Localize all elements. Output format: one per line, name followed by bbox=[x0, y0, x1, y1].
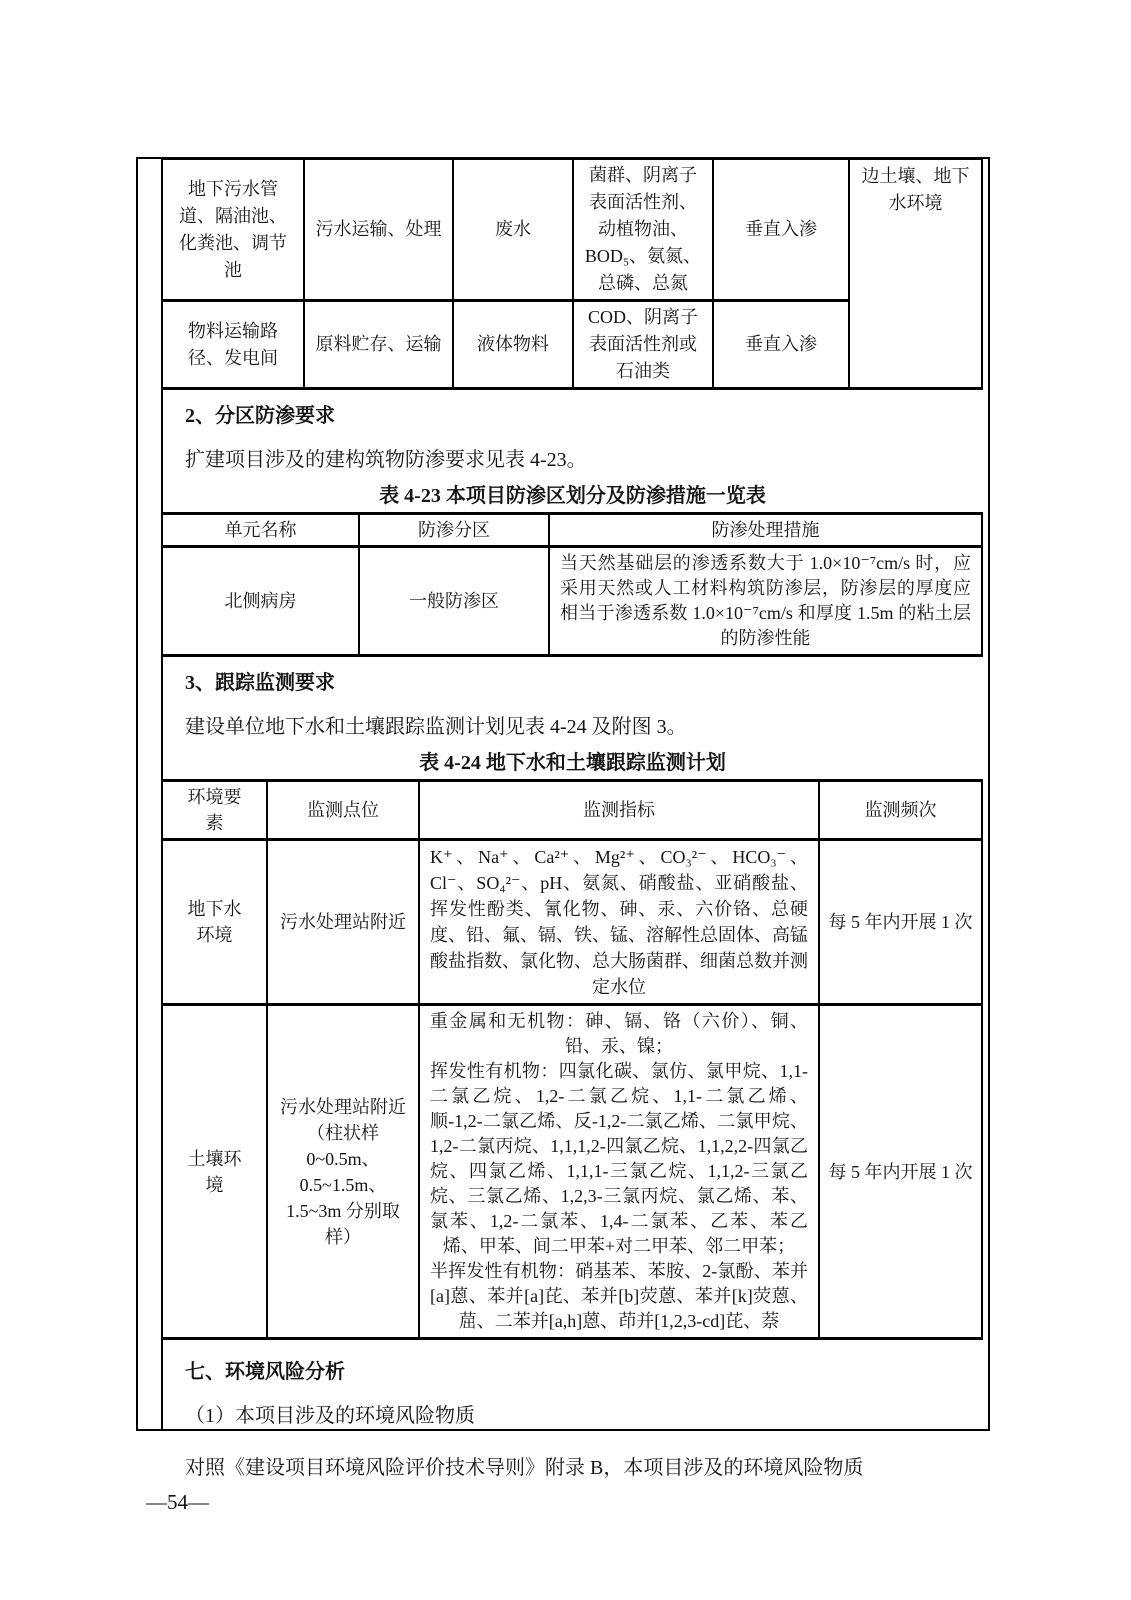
cell-seepage-measures: 当天然基础层的渗透系数大于 1.0×10⁻⁷cm/s 时，应采用天然或人工材料构筑防渗层，防渗层的厚度应相当于渗透系数 1.0×10⁻⁷cm/s 和厚度 1.5m 的粘土层的防渗性能 bbox=[549, 547, 982, 656]
section-heading-seepage-zoning: 2、分区防渗要求 bbox=[185, 405, 335, 427]
column-header-monitoring-indicators: 监测指标 bbox=[419, 781, 819, 840]
table-row-soil bbox=[163, 1005, 982, 1339]
table-row bbox=[163, 547, 982, 656]
table-4-23-seepage-zones bbox=[163, 512, 983, 657]
cell-process: 原料贮存、运输 bbox=[304, 301, 453, 389]
cell-unit: 物料运输路径、发电间 bbox=[163, 301, 304, 389]
section7-paragraph-1: （1）本项目涉及的环境风险物质 bbox=[185, 1405, 475, 1427]
indicators-heavy-metals: 重金属和无机物：砷、镉、铬（六价）、铜、铅、汞、镍； bbox=[430, 1011, 808, 1056]
page-content bbox=[163, 157, 982, 1482]
cell-pathway: 垂直入渗 bbox=[713, 159, 849, 301]
section3-paragraph: 建设单位地下水和土壤跟踪监测计划见表 4-24 及附图 3。 bbox=[185, 716, 687, 738]
column-header-seepage-measures: 防渗处理措施 bbox=[549, 514, 982, 547]
section-heading-environmental-risk: 七、环境风险分析 bbox=[185, 1361, 345, 1383]
cell-pollutants: 菌群、阴离子表面活性剂、动植物油、BOD₅、氨氮、总磷、总氮 bbox=[573, 159, 713, 301]
cell-receptor-merged: 边土壤、地下水环境 bbox=[849, 159, 982, 389]
cell-seepage-zone: 一般防渗区 bbox=[359, 547, 549, 656]
table-4-24-monitoring-plan bbox=[163, 779, 983, 1340]
table-4-24-title: 表 4-24 地下水和土壤跟踪监测计划 bbox=[419, 752, 726, 774]
cell-monitoring-point: 污水处理站附近（柱状样 0~0.5m、0.5~1.5m、1.5~3m 分别取样） bbox=[267, 1005, 419, 1339]
column-header-unit-name: 单元名称 bbox=[163, 514, 359, 547]
column-header-environment-element-label: 环境要素 bbox=[187, 787, 242, 833]
cell-unit-name: 北侧病房 bbox=[163, 547, 359, 656]
cell-monitoring-indicators: K⁺、Na⁺、Ca²⁺、Mg²⁺、CO₃²⁻、HCO₃⁻、Cl⁻、SO₄²⁻、pH、氨氮、硝酸盐、亚硝酸盐、挥发性酚类、氰化物、砷、汞、六价铬、总硬度、铅、氟、镉、铁、锰、溶解性总固体、高锰酸盐指数、氯化物、总大肠菌群、细菌总数并测定水位 bbox=[419, 840, 819, 1005]
cell-environment-element bbox=[163, 840, 267, 1005]
table-row bbox=[163, 159, 982, 301]
pollution-pathway-table bbox=[163, 157, 983, 390]
table-header-row bbox=[163, 514, 982, 547]
cell-monitoring-point: 污水处理站附近 bbox=[267, 840, 419, 1005]
cell-unit: 地下污水管道、隔油池、化粪池、调节池 bbox=[163, 159, 304, 301]
cell-environment-element bbox=[163, 1005, 267, 1339]
cell-monitoring-indicators bbox=[419, 1005, 819, 1339]
cell-pollutants: COD、阴离子表面活性剂或石油类 bbox=[573, 301, 713, 389]
column-header-monitoring-point: 监测点位 bbox=[267, 781, 419, 840]
section2-paragraph: 扩建项目涉及的建构筑物防渗要求见表 4-23。 bbox=[185, 449, 587, 471]
indicators-volatile-organics: 挥发性有机物：四氯化碳、氯仿、氯甲烷、1,1-二氯乙烷、1,2-二氯乙烷、1,1-二氯乙烯、顺-1,2-二氯乙烯、反-1,2-二氯乙烯、二氯甲烷、1,2-二氯丙烷、1,1,1,2-四氯乙烷、1,1,2,2-四氯乙烷、四氯乙烯、1,1,1-三氯乙烷、1,1,2-三氯乙烷、三氯乙烯、1,2,3-三氯丙烷、氯乙烯、苯、氯苯、1,2-二氯苯、1,4-二氯苯、乙苯、苯乙烯、甲苯、间二甲苯+对二甲苯、邻二甲苯； bbox=[430, 1061, 808, 1256]
section-heading-tracking-monitoring: 3、跟踪监测要求 bbox=[185, 672, 335, 694]
cell-monitoring-frequency: 每 5 年内开展 1 次 bbox=[819, 1005, 982, 1339]
column-header-environment-element bbox=[163, 781, 267, 840]
table-row-groundwater bbox=[163, 840, 982, 1005]
table-4-23-title: 表 4-23 本项目防渗区划分及防渗措施一览表 bbox=[379, 485, 766, 507]
cell-medium: 废水 bbox=[453, 159, 573, 301]
cell-monitoring-frequency: 每 5 年内开展 1 次 bbox=[819, 840, 982, 1005]
cell-pathway: 垂直入渗 bbox=[713, 301, 849, 389]
indicators-semivolatile-organics: 半挥发性有机物：硝基苯、苯胺、2-氯酚、苯并[a]蒽、苯并[a]芘、苯并[b]荧蒽、苯并[k]荧蒽、䓛、二苯并[a,h]蒽、茚并[1,2,3-cd]芘、萘 bbox=[430, 1261, 808, 1331]
page-number: —54— bbox=[146, 1490, 209, 1514]
cell-process: 污水运输、处理 bbox=[304, 159, 453, 301]
cell-environment-element-label: 土壤环境 bbox=[187, 1148, 242, 1195]
section7-paragraph-2: 对照《建设项目环境风险评价技术导则》附录 B，本项目涉及的环境风险物质 bbox=[185, 1457, 864, 1479]
cell-medium: 液体物料 bbox=[453, 301, 573, 389]
column-header-seepage-zone: 防渗分区 bbox=[359, 514, 549, 547]
cell-environment-element-label: 地下水环境 bbox=[187, 899, 242, 945]
column-header-monitoring-frequency: 监测频次 bbox=[819, 781, 982, 840]
table-header-row bbox=[163, 781, 982, 840]
